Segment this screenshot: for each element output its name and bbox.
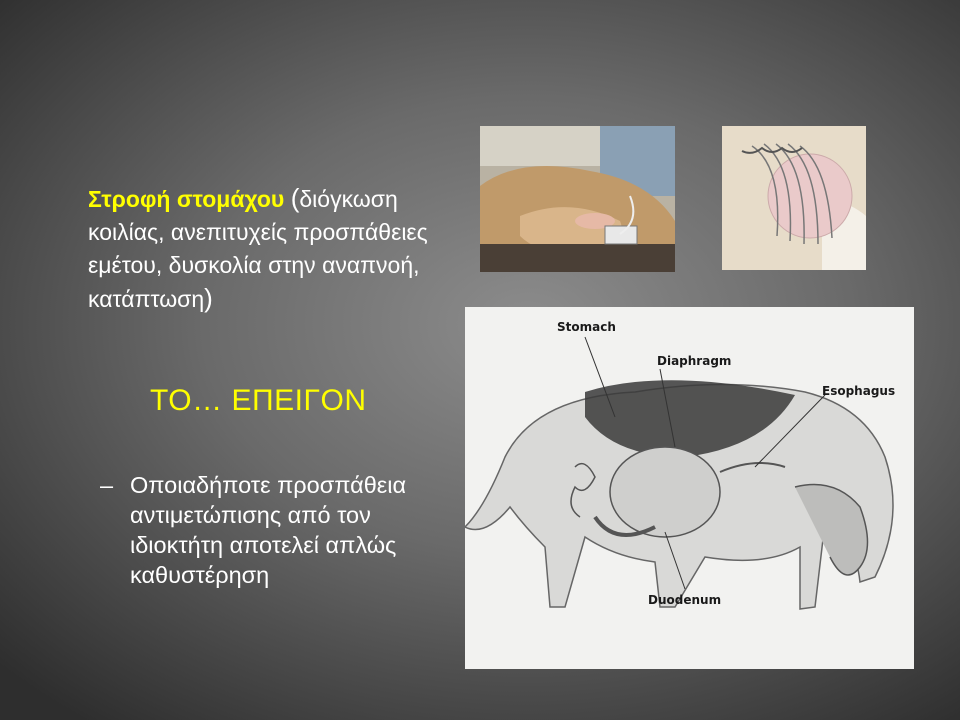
slide-heading (88, 182, 468, 316)
label-esophagus: Esophagus (822, 384, 896, 398)
bullet-dash: – (100, 472, 114, 498)
heading-line-4: κατάπτωση (88, 286, 205, 312)
heading-line-3: εμέτου, δυσκολία στην αναπνοή, (88, 252, 420, 278)
heading-bold: Στροφή στομάχου (88, 186, 285, 212)
heading-paren-close: ) (204, 283, 213, 313)
bullet-item (100, 470, 460, 590)
heading-line-2: κοιλίας, ανεπιτυχείς προσπάθειες (88, 219, 428, 245)
heading-paren-open: ( (290, 183, 300, 213)
ribcage-sketch (722, 126, 866, 270)
heading-line-1: διόγκωση (299, 186, 398, 212)
urgent-label: ΤΟ… ΕΠΕΙΓΟΝ (150, 384, 367, 417)
label-diaphragm: Diaphragm (657, 354, 732, 368)
label-duodenum: Duodenum (648, 593, 722, 607)
bullet-text: Οποιαδήποτε προσπάθεια αντιμετώπισης από τον ιδιοκτήτη αποτελεί απλώς καθυστέρηση (130, 472, 407, 588)
dog-ultrasound-photo (480, 126, 675, 272)
gastric-torsion-diagram (465, 307, 914, 669)
label-stomach: Stomach (557, 320, 616, 334)
